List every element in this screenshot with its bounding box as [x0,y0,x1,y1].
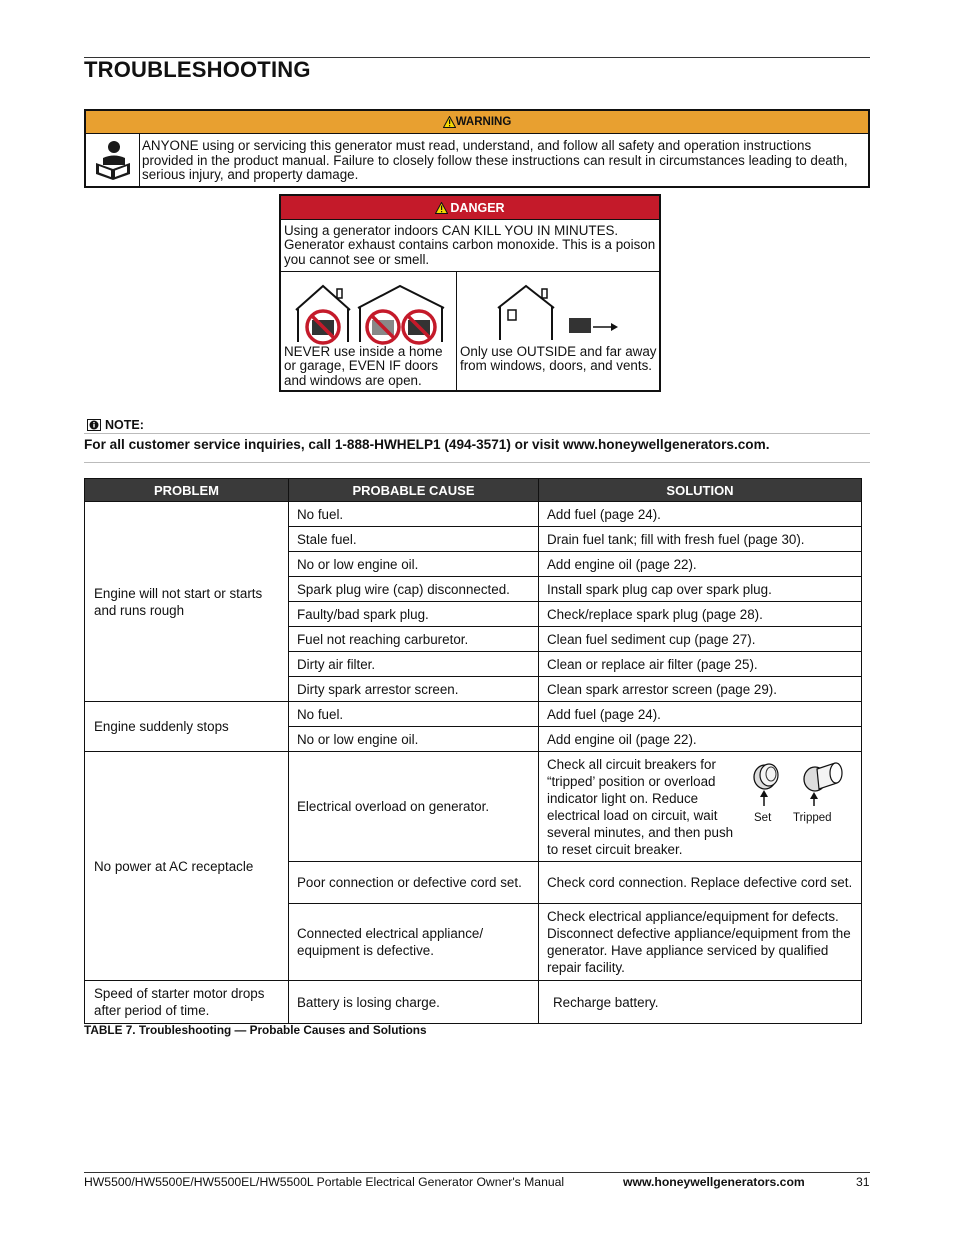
outside-only-caption: Only use OUTSIDE and far away from windows, doors, and vents. [460,344,657,374]
outside-only-cell [457,272,659,390]
note-label [87,418,144,432]
solution-cell: Check cord connection. Replace defective cord set. [539,862,862,904]
troubleshooting-table [84,478,862,1024]
danger-label: DANGER [450,200,505,215]
cause-cell: Dirty air filter. [289,652,539,677]
solution-cell: Clean or replace air filter (page 25). [539,652,862,677]
solution-text: Check all circuit breakers for “tripped’ position or overload indicator light on. Reduce electrical load on circuit, wait several minutes, and then push to reset circuit breaker. [547,757,734,857]
reading-manual-icon [92,139,134,181]
generator-outside-icon [493,280,633,350]
header-problem: PROBLEM [85,479,289,502]
table-caption: TABLE 7. Troubleshooting — Probable Causes and Solutions [84,1023,427,1037]
table-row [85,752,862,862]
cause-cell: No or low engine oil. [289,552,539,577]
footer-manual-title: HW5500/HW5500E/HW5500EL/HW5500L Portable Electrical Generator Owner's Manual [84,1175,565,1189]
solution-cell: Recharge battery. [539,981,862,1024]
problem-cell: No power at AC receptacle [85,752,289,981]
footer-rule [84,1172,870,1173]
cause-cell: Battery is losing charge. [289,981,539,1024]
table-row [85,702,862,727]
solution-cell: Add engine oil (page 22). [539,552,862,577]
solution-cell: Clean fuel sediment cup (page 27). [539,627,862,652]
solution-cell [539,752,862,862]
solution-cell: Add engine oil (page 22). [539,727,862,752]
danger-header [281,196,659,220]
warning-triangle-icon [443,116,456,128]
cause-cell: Spark plug wire (cap) disconnected. [289,577,539,602]
solution-cell: Add fuel (page 24). [539,502,862,527]
warning-icon-cell [86,134,140,186]
solution-cell: Check/replace spark plug (page 28). [539,602,862,627]
header-solution: SOLUTION [539,479,862,502]
page-number: 31 [856,1175,870,1189]
footer-website: www.honeywellgenerators.com [623,1175,805,1189]
table-header-row [85,479,862,502]
page-title: TROUBLESHOOTING [84,57,311,82]
table-row [85,981,862,1024]
danger-text: Using a generator indoors CAN KILL YOU IN MINUTES. Generator exhaust contains carbon monoxide. This is a poison you cannot see or smell. [281,220,659,272]
cause-cell: Fuel not reaching carburetor. [289,627,539,652]
no-generator-indoors-icon [284,280,454,350]
circuit-breaker-figure [747,755,847,835]
set-label: Set [754,812,772,824]
info-icon [87,419,101,431]
cause-cell: No fuel. [289,502,539,527]
cause-cell: No or low engine oil. [289,727,539,752]
problem-cell: Speed of starter motor drops after period of time. [85,981,289,1024]
cause-cell: Stale fuel. [289,527,539,552]
warning-box [84,109,870,188]
note-label-text: NOTE: [105,418,144,432]
note-rule-bottom [84,462,870,463]
cause-cell: Faulty/bad spark plug. [289,602,539,627]
never-indoors-caption: NEVER use inside a home or garage, EVEN IF doors and windows are open. [284,344,443,388]
danger-box [279,194,661,392]
solution-cell: Add fuel (page 24). [539,702,862,727]
solution-cell: Install spark plug cap over spark plug. [539,577,862,602]
cause-cell: Electrical overload on generator. [289,752,539,862]
cause-cell: Connected electrical appliance/ equipment is defective. [289,904,539,981]
note-text: For all customer service inquiries, call 1-888-HWHELP1 (494-3571) or visit www.honeywellgenerators.com. [84,437,770,452]
danger-triangle-icon [435,202,448,214]
solution-cell: Drain fuel tank; fill with fresh fuel (page 30). [539,527,862,552]
solution-cell: Clean spark arrestor screen (page 29). [539,677,862,702]
header-probable-cause: PROBABLE CAUSE [289,479,539,502]
problem-cell: Engine suddenly stops [85,702,289,752]
warning-header [86,111,868,134]
never-indoors-cell [281,272,457,390]
warning-label: WARNING [455,116,512,128]
warning-text: ANYONE using or servicing this generator must read, understand, and follow all safety and operation instructions provided in the product manual. Failure to closely follow these instructions can result in circumstances leading to death, serious injury, and property damage. [142,138,848,183]
cause-cell: Poor connection or defective cord set. [289,862,539,904]
solution-cell: Check electrical appliance/equipment for defects. Disconnect defective appliance/equipment from the generator. Have appliance serviced by qualified repair facility. [539,904,862,981]
circuit-breaker-icon [747,755,847,815]
cause-cell: No fuel. [289,702,539,727]
table-row [85,502,862,527]
cause-cell: Dirty spark arrestor screen. [289,677,539,702]
note-rule-top [84,433,870,434]
tripped-label: Tripped [793,812,832,824]
problem-cell: Engine will not start or starts and runs rough [85,502,289,702]
